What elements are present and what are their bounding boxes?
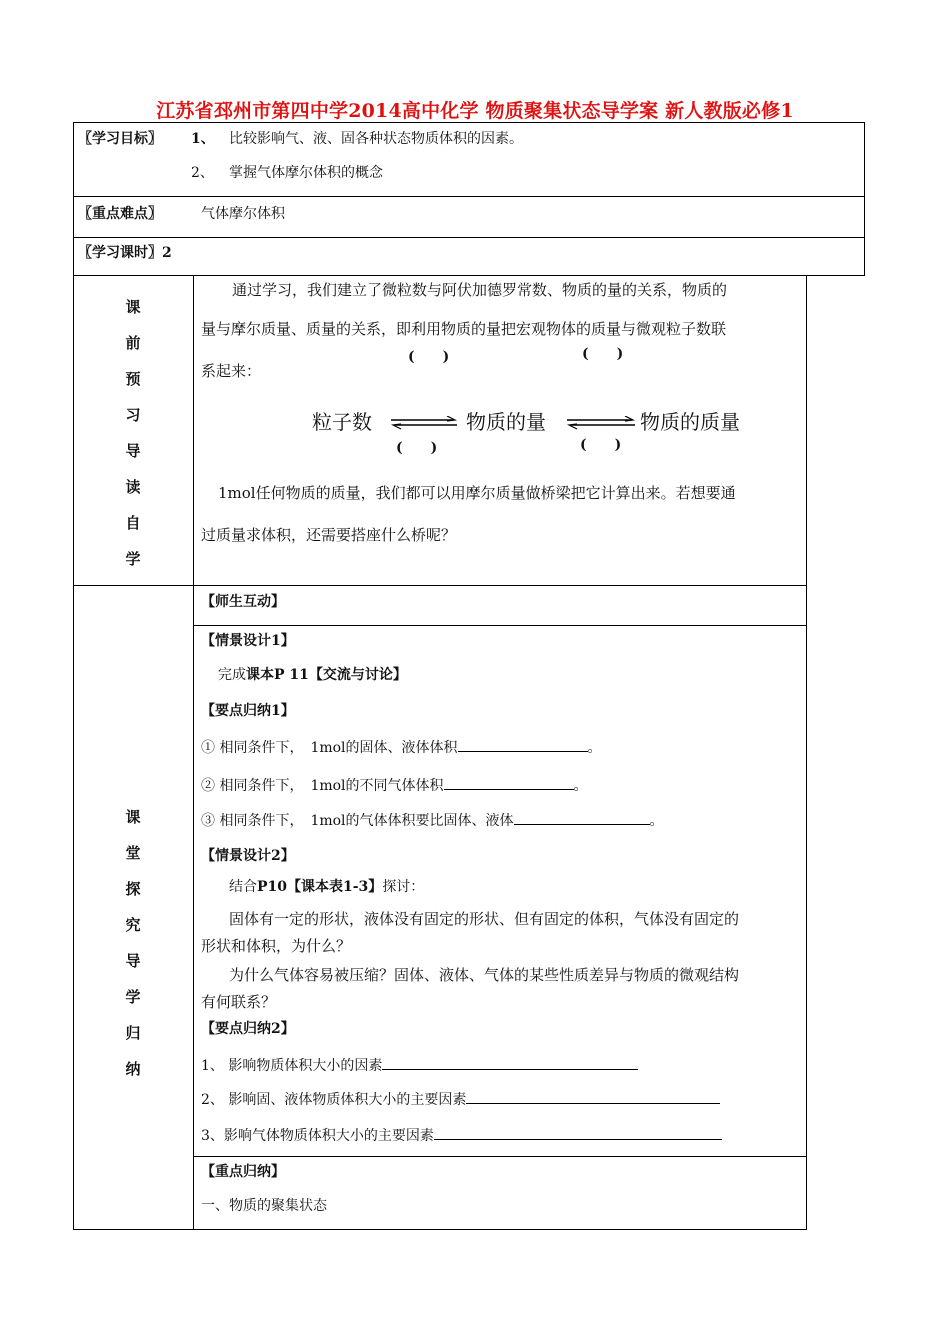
summary-2-item-2 bbox=[201, 1089, 720, 1109]
explore-side-char: 学 bbox=[125, 988, 141, 1006]
explore-side-char: 探 bbox=[125, 880, 141, 898]
summary-2-item-3-text: 3、影响气体物质体积大小的主要因素 bbox=[201, 1128, 434, 1144]
keypoints-value: 气体摩尔体积 bbox=[201, 206, 285, 222]
task-2-suffix: 探讨： bbox=[382, 879, 425, 895]
explore-side-char: 导 bbox=[125, 952, 141, 970]
explore-side-label bbox=[118, 806, 148, 1086]
preview-side-char: 前 bbox=[125, 334, 141, 352]
summary-2-heading: 【要点归纳2】 bbox=[201, 1021, 295, 1037]
preview-side-label bbox=[118, 296, 148, 576]
question-1-line2: 形状和体积，为什么？ bbox=[201, 937, 352, 955]
task-2 bbox=[229, 879, 424, 896]
explore-side-char: 究 bbox=[125, 916, 141, 934]
goal-2-number: 2、 bbox=[191, 165, 214, 181]
blank-line bbox=[444, 775, 574, 790]
paren-bottom-left: ( ) bbox=[396, 440, 438, 456]
explore-side-char: 课 bbox=[125, 808, 141, 826]
summary-1-heading: 【要点归纳1】 bbox=[201, 703, 295, 719]
period: 。 bbox=[587, 740, 602, 756]
goal-1-number: 1、 bbox=[191, 131, 215, 147]
preview-para2-line2: 过质量求体积，还需要搭座什么桥呢？ bbox=[201, 526, 457, 544]
document-title: 江苏省邳州市第四中学2014高中化学 物质聚集状态导学案 新人教版必修1 bbox=[156, 100, 794, 122]
diagram-mass: 物质的质量 bbox=[640, 410, 740, 434]
preview-para1-line3: 系起来： bbox=[201, 362, 262, 380]
blank-line bbox=[514, 810, 650, 825]
goal-1-text: 比较影响气、液、固各种状态物质体积的因素。 bbox=[229, 131, 523, 147]
summary-1-item-1-text: ① 相同条件下， 1mol的固体、液体体积 bbox=[201, 740, 458, 756]
blank-line bbox=[466, 1089, 720, 1104]
period: 。 bbox=[649, 813, 664, 829]
hours-value: 2 bbox=[162, 245, 172, 261]
summary-1-item-3-text: ③ 相同条件下， 1mol的气体体积要比固体、液体 bbox=[201, 813, 514, 829]
preview-side-char: 自 bbox=[125, 514, 141, 532]
summary-2-item-3 bbox=[201, 1125, 722, 1145]
task-2-ref: P10【课本表1-3】 bbox=[257, 879, 383, 895]
diagram-particles: 粒子数 bbox=[312, 410, 372, 434]
preview-side-char: 预 bbox=[125, 370, 141, 388]
question-2-line2: 有何联系？ bbox=[201, 993, 277, 1011]
paren-top-left: ( ) bbox=[408, 349, 450, 365]
question-1-line1: 固体有一定的形状，液体没有固定的形状、但有固定的体积，气体没有固定的 bbox=[229, 910, 740, 928]
double-arrow-2 bbox=[565, 415, 637, 434]
keypoints-label: 〖重点难点〗 bbox=[78, 206, 162, 222]
double-arrow-1 bbox=[389, 415, 459, 434]
summary-1-item-2 bbox=[201, 775, 588, 795]
blank-line bbox=[458, 737, 588, 752]
hours-label-text: 〖学习课时〗 bbox=[78, 245, 162, 261]
hours-label bbox=[78, 245, 172, 262]
summary-1-item-2-text: ② 相同条件下， 1mol的不同气体体积 bbox=[201, 778, 444, 794]
preview-para1-line2: 量与摩尔质量、质量的关系，即利用物质的量把宏观物体的质量与微观粒子数联 bbox=[201, 320, 727, 338]
blank-line bbox=[434, 1125, 722, 1140]
section-1-heading: 一、物质的聚集状态 bbox=[201, 1198, 327, 1214]
diagram-amount: 物质的量 bbox=[466, 410, 546, 434]
scene-2-heading: 【情景设计2】 bbox=[201, 848, 295, 864]
summary-1-item-1 bbox=[201, 737, 602, 757]
paren-bottom-right: ( ) bbox=[580, 437, 622, 453]
interaction-heading: 【师生互动】 bbox=[201, 594, 285, 610]
summary-2-item-2-text: 2、 影响固、液体物质体积大小的主要因素 bbox=[201, 1092, 467, 1108]
blank-line bbox=[382, 1055, 638, 1070]
explore-side-char: 纳 bbox=[125, 1060, 141, 1078]
summary-1-item-3 bbox=[201, 810, 664, 830]
explore-side-char: 归 bbox=[125, 1024, 141, 1042]
preview-para2-line1: 1mol任何物质的质量，我们都可以用摩尔质量做桥梁把它计算出来。若想要通 bbox=[218, 484, 736, 502]
preview-side-char: 学 bbox=[125, 550, 141, 568]
preview-side-char: 导 bbox=[125, 442, 141, 460]
preview-side-char: 课 bbox=[125, 298, 141, 316]
goal-2-text: 掌握气体摩尔体积的概念 bbox=[229, 165, 383, 181]
scene-1-heading: 【情景设计1】 bbox=[201, 633, 295, 649]
question-2-line1: 为什么气体容易被压缩？固体、液体、气体的某些性质差异与物质的微观结构 bbox=[229, 966, 740, 984]
task-1-prefix: 完成 bbox=[218, 667, 246, 683]
task-1-ref: 课本P 11【交流与讨论】 bbox=[246, 667, 407, 683]
period: 。 bbox=[573, 778, 588, 794]
task-1 bbox=[218, 667, 407, 684]
key-summary-heading: 【重点归纳】 bbox=[201, 1164, 285, 1180]
preview-side-char: 读 bbox=[125, 478, 141, 496]
goals-label: 〖学习目标〗 bbox=[78, 131, 162, 147]
explore-side-char: 堂 bbox=[125, 844, 141, 862]
preview-side-char: 习 bbox=[125, 406, 141, 424]
summary-2-item-1-text: 1、 影响物质体积大小的因素 bbox=[201, 1058, 383, 1074]
task-2-prefix: 结合 bbox=[229, 879, 257, 895]
paren-top-right: ( ) bbox=[582, 346, 624, 362]
preview-para1-line1: 通过学习，我们建立了微粒数与阿伏加德罗常数、物质的量的关系，物质的 bbox=[232, 281, 728, 299]
summary-2-item-1 bbox=[201, 1055, 638, 1075]
